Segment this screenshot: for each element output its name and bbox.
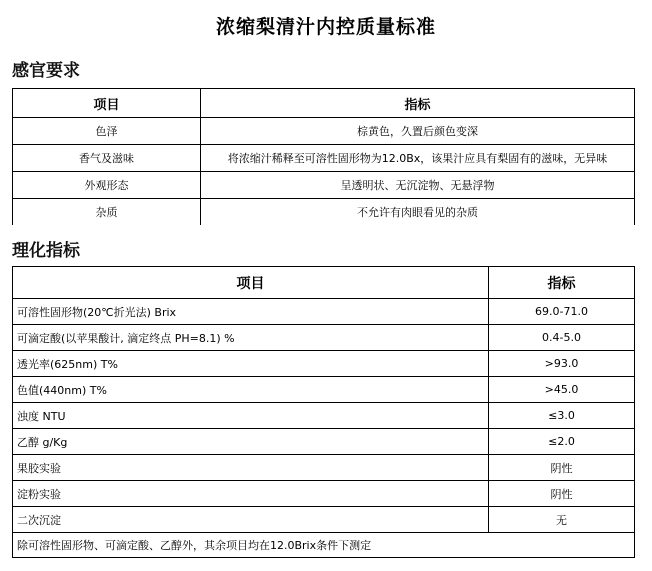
table-header-row [13, 89, 635, 118]
table-row [13, 325, 635, 351]
table-row [13, 403, 635, 429]
column-header-item: 项目 [13, 267, 489, 299]
spec-cell: ≤3.0 [489, 403, 635, 429]
item-cell: 杂质 [13, 199, 201, 226]
spec-cell: >45.0 [489, 377, 635, 403]
item-cell: 香气及滋味 [13, 145, 201, 172]
spec-cell: 呈透明状、无沉淀物、无悬浮物 [201, 172, 635, 199]
item-cell: 乙醇 g/Kg [13, 429, 489, 455]
item-cell: 色值(440nm) T% [13, 377, 489, 403]
column-header-spec: 指标 [201, 89, 635, 118]
spec-cell: 无 [489, 507, 635, 533]
item-cell: 二次沉淀 [13, 507, 489, 533]
sensory-requirements-table [12, 88, 635, 225]
spec-cell: >93.0 [489, 351, 635, 377]
column-header-spec: 指标 [489, 267, 635, 299]
spec-cell: 0.4-5.0 [489, 325, 635, 351]
table-row [13, 507, 635, 533]
table-note-row [13, 533, 635, 558]
table-row [13, 145, 635, 172]
table-row [13, 199, 635, 226]
table-row [13, 429, 635, 455]
table-row [13, 118, 635, 145]
item-cell: 浊度 NTU [13, 403, 489, 429]
item-cell: 透光率(625nm) T% [13, 351, 489, 377]
item-cell: 果胶实验 [13, 455, 489, 481]
spec-cell: 棕黄色，久置后颜色变深 [201, 118, 635, 145]
table-row [13, 351, 635, 377]
item-cell: 色泽 [13, 118, 201, 145]
spec-cell: 将浓缩汁稀释至可溶性固形物为12.0Bx，该果汁应具有梨固有的滋味，无异味 [201, 145, 635, 172]
spec-cell: 不允许有肉眼看见的杂质 [201, 199, 635, 226]
spec-cell: ≤2.0 [489, 429, 635, 455]
table-row [13, 377, 635, 403]
physchem-section-heading: 理化指标 [12, 241, 80, 261]
table-row [13, 481, 635, 507]
column-header-item: 项目 [13, 89, 201, 118]
item-cell: 可溶性固形物(20℃折光法) Brix [13, 299, 489, 325]
spec-cell: 阴性 [489, 455, 635, 481]
sensory-section-heading: 感官要求 [12, 61, 80, 81]
page-title: 浓缩梨清汁内控质量标准 [215, 16, 436, 38]
table-note: 除可溶性固形物、可滴定酸、乙醇外，其余项目均在12.0Brix条件下测定 [13, 533, 635, 558]
spec-cell: 69.0-71.0 [489, 299, 635, 325]
physchem-indicators-table [12, 266, 635, 558]
item-cell: 可滴定酸(以苹果酸计, 滴定终点 PH=8.1) % [13, 325, 489, 351]
table-row [13, 172, 635, 199]
item-cell: 外观形态 [13, 172, 201, 199]
spec-cell: 阴性 [489, 481, 635, 507]
table-row [13, 299, 635, 325]
item-cell: 淀粉实验 [13, 481, 489, 507]
table-row [13, 455, 635, 481]
table-header-row [13, 267, 635, 299]
